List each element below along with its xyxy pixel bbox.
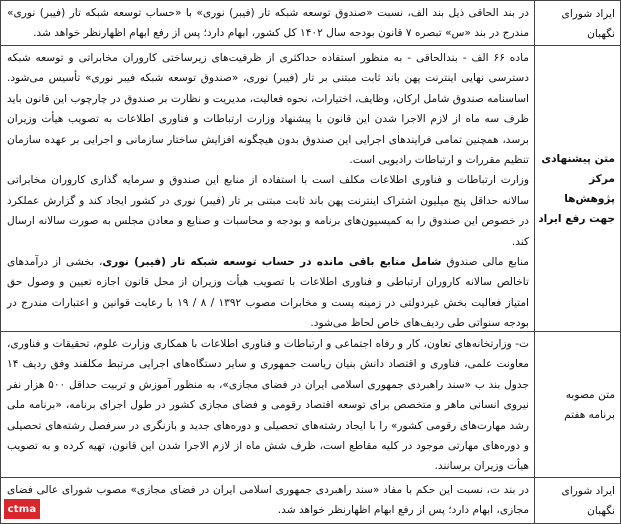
table-row bbox=[1, 478, 620, 523]
bold-text: شامل منابع باقی مانده در حساب توسعه شبکه تار (فیبر) نوری bbox=[102, 256, 442, 269]
row-label: ایراد شورای نگهبان bbox=[534, 1, 620, 45]
row-content bbox=[1, 332, 534, 477]
row-content bbox=[1, 478, 534, 523]
row-label: ایراد شورای نگهبان bbox=[534, 478, 620, 523]
text-span: ، بخشی از درآمدهای تاخالص سالانه کاروران ارتباطی و فناوری اطلاعات با تصویب هیأت وزیران از محل قانون اجازه تعیین و وصول حق امتیاز فعالیت بخش غیردولتی در زمینه پست و مخابرات مصوب ۱۳۹۲ / ۸ / ۱۹ با رعایت قوانین و اعتبارات مندرج در بودجه سنواتی طی ردیف‌های خاص لحاظ می‌شود. bbox=[7, 256, 529, 330]
paragraph: در بند ت، نسبت این حکم با مفاد «سند راهبردی جمهوری اسلامی ایران در فضای مجازی» مصوب شورای عالی فضای مجازی، ابهام دارد؛ پس از رفع ابهام اظهارنظر خواهد شد. bbox=[7, 484, 529, 517]
row-content bbox=[1, 46, 534, 331]
row-label: متن مصوبه برنامه هفتم bbox=[534, 332, 620, 477]
row-content bbox=[1, 1, 534, 45]
table-row bbox=[1, 46, 620, 332]
paragraph: ماده ۶۶ الف - بندالحاقی - به منظور استفاده حداکثری از ظرفیت‌های زیرساختی کاروران مخابراتی و توسعه شبکه دسترسی نهایی اینترنت پهن باند ثابت مبتنی بر تار (فیبر) نوری، «صندوق توسعه شبکه فیبر نوری» تأسیس می‌شود. اساسنامه صندوق شامل ارکان، وظایف، اختیارات، نحوه فعالیت، مدیریت و نظارت بر صندوق در چارچوب این قانون باید ظرف سه ماه از لازم الاجرا شدن این قانون با پیشنهاد وزارت ارتباطات و فناوری اطلاعات به تصویب هیأت وزیران برسد، همچنین تمامی فرایندهای اجرایی این صندوق بدون هیچگونه افزایش ساختار سازمانی و اجرایی بر عهده سازمان تنظیم مقررات و ارتباطات رادیویی است. bbox=[7, 52, 529, 167]
paragraph: وزارت ارتباطات و فناوری اطلاعات مکلف است با استفاده از منابع این صندوق و سرمایه گذاری کاروران مخابراتی سالانه حداقل پنج میلیون اشتراک اینترنت پهن باند ثابت مبتنی بر تار (فیبر) نوری در کشور ایجاد کند و گزارش عملکرد در خصوص این صندوق را به کمیسیون‌های برنامه و بودجه و محاسبات و صنایع و معادن مجلس به صورت سالانه ارسال کند. bbox=[7, 174, 529, 248]
text-span: منابع مالی صندوق bbox=[441, 256, 529, 269]
table-row bbox=[1, 332, 620, 478]
paragraph bbox=[7, 252, 529, 334]
row-label: متن پیشنهادی مرکز پژوهش‌ها جهت رفع ایراد bbox=[534, 46, 620, 331]
ctma-logo: ctma bbox=[4, 499, 40, 519]
paragraph: در بند الحاقی ذیل بند الف، نسبت «صندوق توسعه شبکه تار (فیبر) نوری» با «حساب توسعه شبکه تار (فیبر) نوری» مندرج در بند «س» تبصره ۷ قانون بودجه سال ۱۴۰۲ کل کشور، ابهام دارد؛ پس از رفع ابهام اظهارنظر خواهد شد. bbox=[7, 7, 529, 40]
paragraph: ت- وزارتخانه‌های تعاون، کار و رفاه اجتماعی و ارتباطات و فناوری اطلاعات با همکاری وزارت علوم، تحقیقات و فناوری، معاونت علمی، فناوری و اقتصاد دانش بنیان ریاست جمهوری و سایر دستگاه‌های اجرایی مرتبط مکلفند وفق ردیف ۱۴ جدول بند ب «سند راهبردی جمهوری اسلامی ایران در فضای مجازی»، به منظور آموزش و تربیت حداقل ۵۰۰ هزار نفر نیروی انسانی ماهر و متخصص برای توسعه اقتصاد رقومی و فضای مجازی کشور در طول اجرای برنامه، «برنامه ملی رشد مهارت‌های رقومی کشور» را با ایجاد رشته‌های تحصیلی و دوره‌های جدید و بازنگری در سرفصل رشته‌های تحصیلی و دوره‌های مهارتی موجود در کلیه مقاطع است، ظرف شش ماه از لازم الاجرا شدن این قانون، تهیه کرده و به تصویب هیأت وزیران برسانند. bbox=[7, 338, 529, 473]
table-row bbox=[1, 1, 620, 46]
